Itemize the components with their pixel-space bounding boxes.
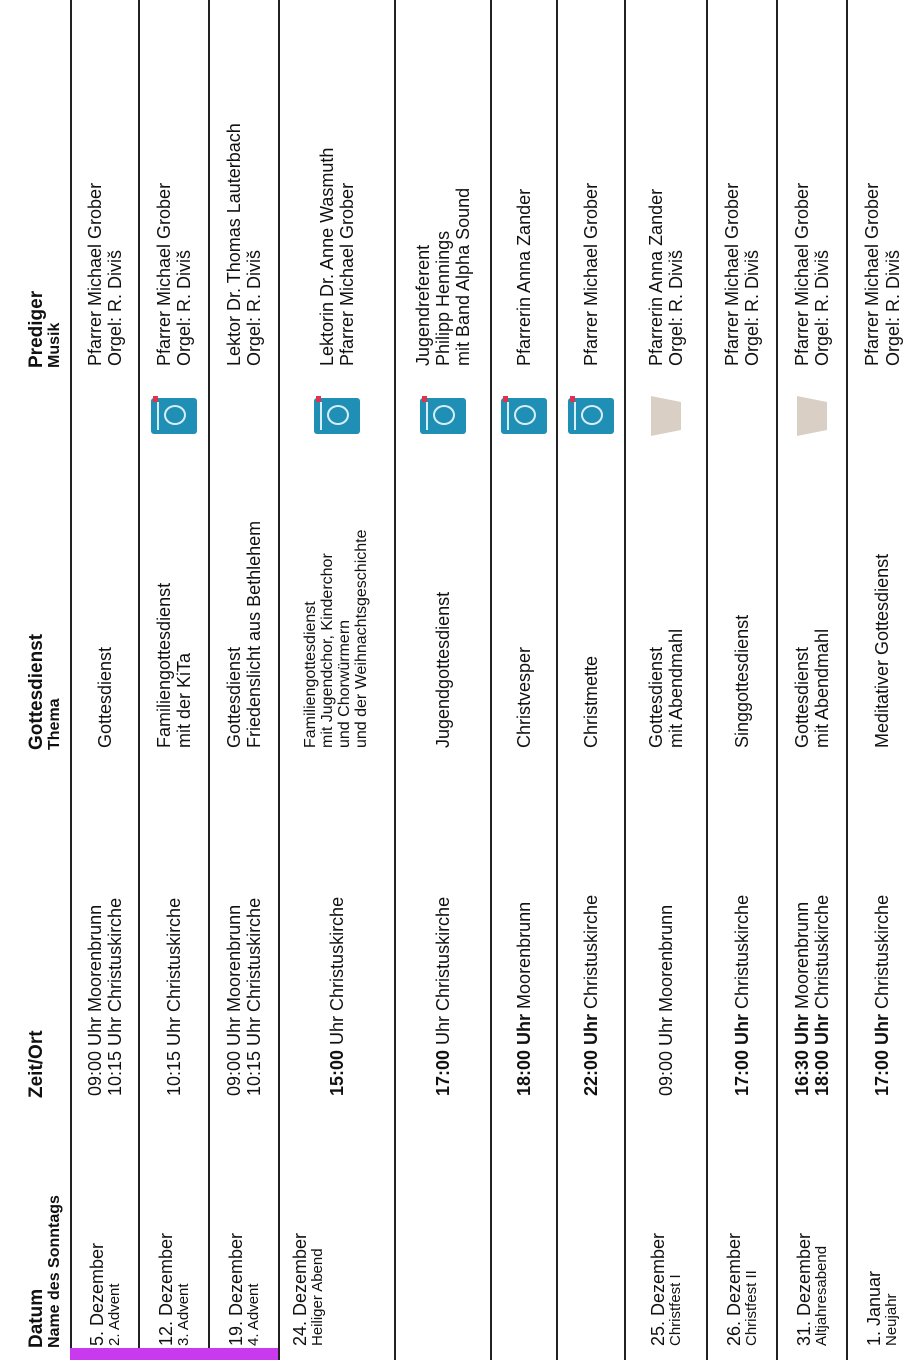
date-cell: [209, 1110, 279, 1360]
service-text: Gottesdienst: [94, 646, 115, 748]
place-text: Uhr Moorenbrunn: [223, 904, 244, 1051]
preacher-cell: [557, 0, 625, 380]
service-text: und Chorwürmern: [336, 619, 353, 748]
date-text: 24. Dezember: [290, 1232, 310, 1346]
service-cell: [279, 452, 395, 762]
service-text: Familiengottesdienst: [153, 582, 174, 748]
service-text: Friedenslicht aus Bethlehem: [244, 520, 264, 748]
header-service-title: Gottesdienst: [26, 633, 48, 750]
preacher-cell: [209, 0, 279, 380]
header-time-title: Zeit/Ort: [26, 1030, 48, 1098]
place-text: Uhr Christuskirche: [244, 897, 264, 1051]
time-text: 10:15: [163, 1050, 184, 1096]
date-cell: [139, 1110, 209, 1360]
header-icon: [0, 380, 71, 452]
time-text: 09:00: [84, 1050, 105, 1096]
music-text: mit Band Alpha Sound: [453, 187, 474, 366]
time-cell: [491, 762, 557, 1110]
preacher-cell: [279, 0, 395, 380]
table-row: [625, 0, 707, 1360]
music-text: Orgel: R. Diviš: [174, 249, 194, 366]
place-text: Christuskirche: [731, 894, 752, 1014]
sunday-name: Altjahresabend: [812, 1245, 830, 1346]
place-text: Christuskirche: [872, 894, 893, 1014]
icon-cell: [71, 380, 139, 452]
date-cell: [847, 1110, 904, 1360]
preacher-text: Jugendreferent: [412, 244, 433, 366]
preacher-text: Pfarrer Michael Grober: [580, 182, 601, 366]
preacher-cell: [139, 0, 209, 380]
preacher-text: Pfarrer Michael Grober: [721, 182, 742, 366]
advent-bar: [70, 1348, 138, 1360]
time-text: 17:00 Uhr: [731, 1013, 752, 1096]
header-date: [0, 1110, 71, 1360]
time-cell: [625, 762, 707, 1110]
preacher-cell: [71, 0, 139, 380]
preacher-cell: [491, 0, 557, 380]
card-icon: [568, 398, 614, 434]
place-text: Moorenbrunn: [791, 901, 812, 1014]
date-cell: [777, 1110, 847, 1360]
service-cell: [139, 452, 209, 762]
preacher-text: Pfarrerin Anna Zander: [645, 188, 666, 366]
header-preacher-sub: Musik: [46, 322, 64, 368]
date-cell: [395, 1110, 491, 1360]
time-cell: [279, 762, 395, 1110]
header-date-sub: Name des Sonntags: [46, 1195, 64, 1348]
icon-cell: [139, 380, 209, 452]
icon-cell: [847, 380, 904, 452]
service-cell: [777, 452, 847, 762]
service-text: mit Jugendchor, Kinderchor: [319, 553, 337, 748]
place-text: Moorenbrunn: [513, 901, 534, 1014]
service-text: mit Abendmahl: [666, 628, 686, 748]
time-text: 10:15: [105, 1050, 125, 1096]
music-text: Orgel: R. Diviš: [244, 249, 264, 366]
service-text: Singgottesdienst: [731, 614, 752, 748]
service-text: Jugendgottesdienst: [432, 591, 453, 748]
table-row: [139, 0, 209, 1360]
time-text: 17:00: [432, 1049, 453, 1096]
time-text: 17:00 Uhr: [872, 1013, 893, 1096]
time-text: 09:00: [655, 1050, 676, 1096]
service-text: Gottesdienst: [791, 646, 812, 748]
icon-cell: [279, 380, 395, 452]
time-text: 22:00 Uhr: [580, 1013, 601, 1096]
icon-cell: [777, 380, 847, 452]
header-row: [0, 0, 71, 1360]
sunday-name: 3. Advent: [174, 1283, 192, 1346]
service-text: Gottesdienst: [223, 646, 244, 748]
card-icon: [501, 398, 547, 434]
time-text: 18:00 Uhr: [812, 1013, 832, 1096]
icon-cell: [557, 380, 625, 452]
service-text: Gottesdienst: [645, 646, 666, 748]
date-text: 19. Dezember: [225, 1232, 246, 1346]
card-icon: [420, 398, 466, 434]
sunday-name: Neujahr: [883, 1293, 901, 1346]
card-icon: [151, 398, 197, 434]
place-text: Uhr Christuskirche: [432, 896, 453, 1050]
header-preacher: [0, 0, 71, 380]
preacher-cell: [395, 0, 491, 380]
preacher-text: Pfarrer Michael Grober: [337, 182, 357, 366]
preacher-cell: [707, 0, 777, 380]
time-cell: [777, 762, 847, 1110]
music-text: Orgel: R. Diviš: [105, 249, 125, 366]
time-cell: [395, 762, 491, 1110]
time-cell: [71, 762, 139, 1110]
header-service-sub: Thema: [46, 698, 64, 750]
time-cell: [139, 762, 209, 1110]
cup-icon: [651, 396, 681, 436]
time-text: 16:30 Uhr: [791, 1013, 812, 1096]
card-icon: [314, 398, 360, 434]
place-text: Uhr Moorenbrunn: [84, 904, 105, 1051]
header-service: [0, 452, 71, 762]
service-cell: [209, 452, 279, 762]
place-text: Christuskirche: [812, 894, 832, 1014]
date-cell: [491, 1110, 557, 1360]
preacher-cell: [625, 0, 707, 380]
service-text: Familiengottesdienst: [302, 601, 320, 748]
preacher-cell: [847, 0, 904, 380]
music-text: Orgel: R. Diviš: [666, 249, 686, 366]
date-cell: [707, 1110, 777, 1360]
service-cell: [707, 452, 777, 762]
time-cell: [209, 762, 279, 1110]
table-row: [71, 0, 139, 1360]
table-row: [395, 0, 491, 1360]
date-text: 25. Dezember: [647, 1232, 668, 1346]
date-text: 31. Dezember: [793, 1232, 814, 1346]
preacher-cell: [777, 0, 847, 380]
time-text: 18:00 Uhr: [513, 1013, 534, 1096]
date-cell: [625, 1110, 707, 1360]
preacher-text: Pfarrerin Anna Zander: [513, 188, 534, 366]
service-cell: [491, 452, 557, 762]
preacher-text: Lektor Dr. Thomas Lauterbach: [223, 123, 244, 366]
music-text: Orgel: R. Diviš: [812, 249, 832, 366]
date-cell: [557, 1110, 625, 1360]
date-text: 1. Januar: [864, 1270, 885, 1346]
place-text: Uhr Moorenbrunn: [655, 904, 676, 1051]
time-cell: [847, 762, 904, 1110]
preacher-text: Pfarrer Michael Grober: [84, 182, 105, 366]
cup-icon: [797, 396, 827, 436]
service-cell: [847, 452, 904, 762]
sunday-name: Christfest I: [666, 1274, 684, 1346]
icon-cell: [491, 380, 557, 452]
table-row: [707, 0, 777, 1360]
time-cell: [557, 762, 625, 1110]
service-text: Christvesper: [513, 646, 534, 748]
preacher-text: Lektorin Dr. Anne Wasmuth: [316, 147, 337, 366]
time-cell: [707, 762, 777, 1110]
sunday-name: Heiliger Abend: [309, 1248, 327, 1346]
sunday-name: Christfest II: [742, 1270, 760, 1346]
service-cell: [71, 452, 139, 762]
date-text: 26. Dezember: [723, 1232, 744, 1346]
service-cell: [395, 452, 491, 762]
music-text: Orgel: R. Diviš: [742, 249, 762, 366]
service-text: Meditativer Gottesdienst: [872, 553, 893, 748]
date-text: 5. Dezember: [86, 1242, 107, 1346]
icon-cell: [395, 380, 491, 452]
header-preacher-title: Prediger: [26, 290, 48, 368]
table-row: [491, 0, 557, 1360]
service-cell: [557, 452, 625, 762]
icon-cell: [707, 380, 777, 452]
service-cell: [625, 452, 707, 762]
music-text: Orgel: R. Diviš: [882, 249, 903, 366]
preacher-text: Pfarrer Michael Grober: [862, 182, 883, 366]
place-text: Uhr Christuskirche: [326, 896, 347, 1050]
service-text: und der Weihnachtsgeschichte: [352, 529, 370, 748]
time-text: 15:00: [326, 1049, 347, 1096]
table-row: [209, 0, 279, 1360]
icon-cell: [209, 380, 279, 452]
advent-bar: [208, 1348, 278, 1360]
sunday-name: 2. Advent: [105, 1283, 123, 1346]
table-row: [279, 0, 395, 1360]
place-text: Uhr Christuskirche: [105, 897, 125, 1051]
date-cell: [279, 1110, 395, 1360]
sunday-name: 4. Advent: [244, 1283, 262, 1346]
preacher-text: Philipp Hennings: [432, 230, 453, 366]
date-text: 12. Dezember: [155, 1232, 176, 1346]
time-text: 10:15: [244, 1050, 264, 1096]
table-row: [847, 0, 904, 1360]
service-text: mit Abendmahl: [812, 628, 832, 748]
service-text: Christmette: [580, 655, 601, 748]
table-row: [777, 0, 847, 1360]
icon-cell: [625, 380, 707, 452]
table-row: [557, 0, 625, 1360]
preacher-text: Pfarrer Michael Grober: [791, 182, 812, 366]
service-text: mit der KiTa: [174, 652, 194, 748]
preacher-text: Pfarrer Michael Grober: [153, 182, 174, 366]
place-text: Uhr Christuskirche: [163, 897, 184, 1051]
date-cell: [71, 1110, 139, 1360]
advent-bar: [138, 1348, 208, 1360]
header-time: [0, 762, 71, 1110]
time-text: 09:00: [223, 1050, 244, 1096]
place-text: Christuskirche: [580, 894, 601, 1014]
header-date-title: Datum: [26, 1288, 48, 1348]
